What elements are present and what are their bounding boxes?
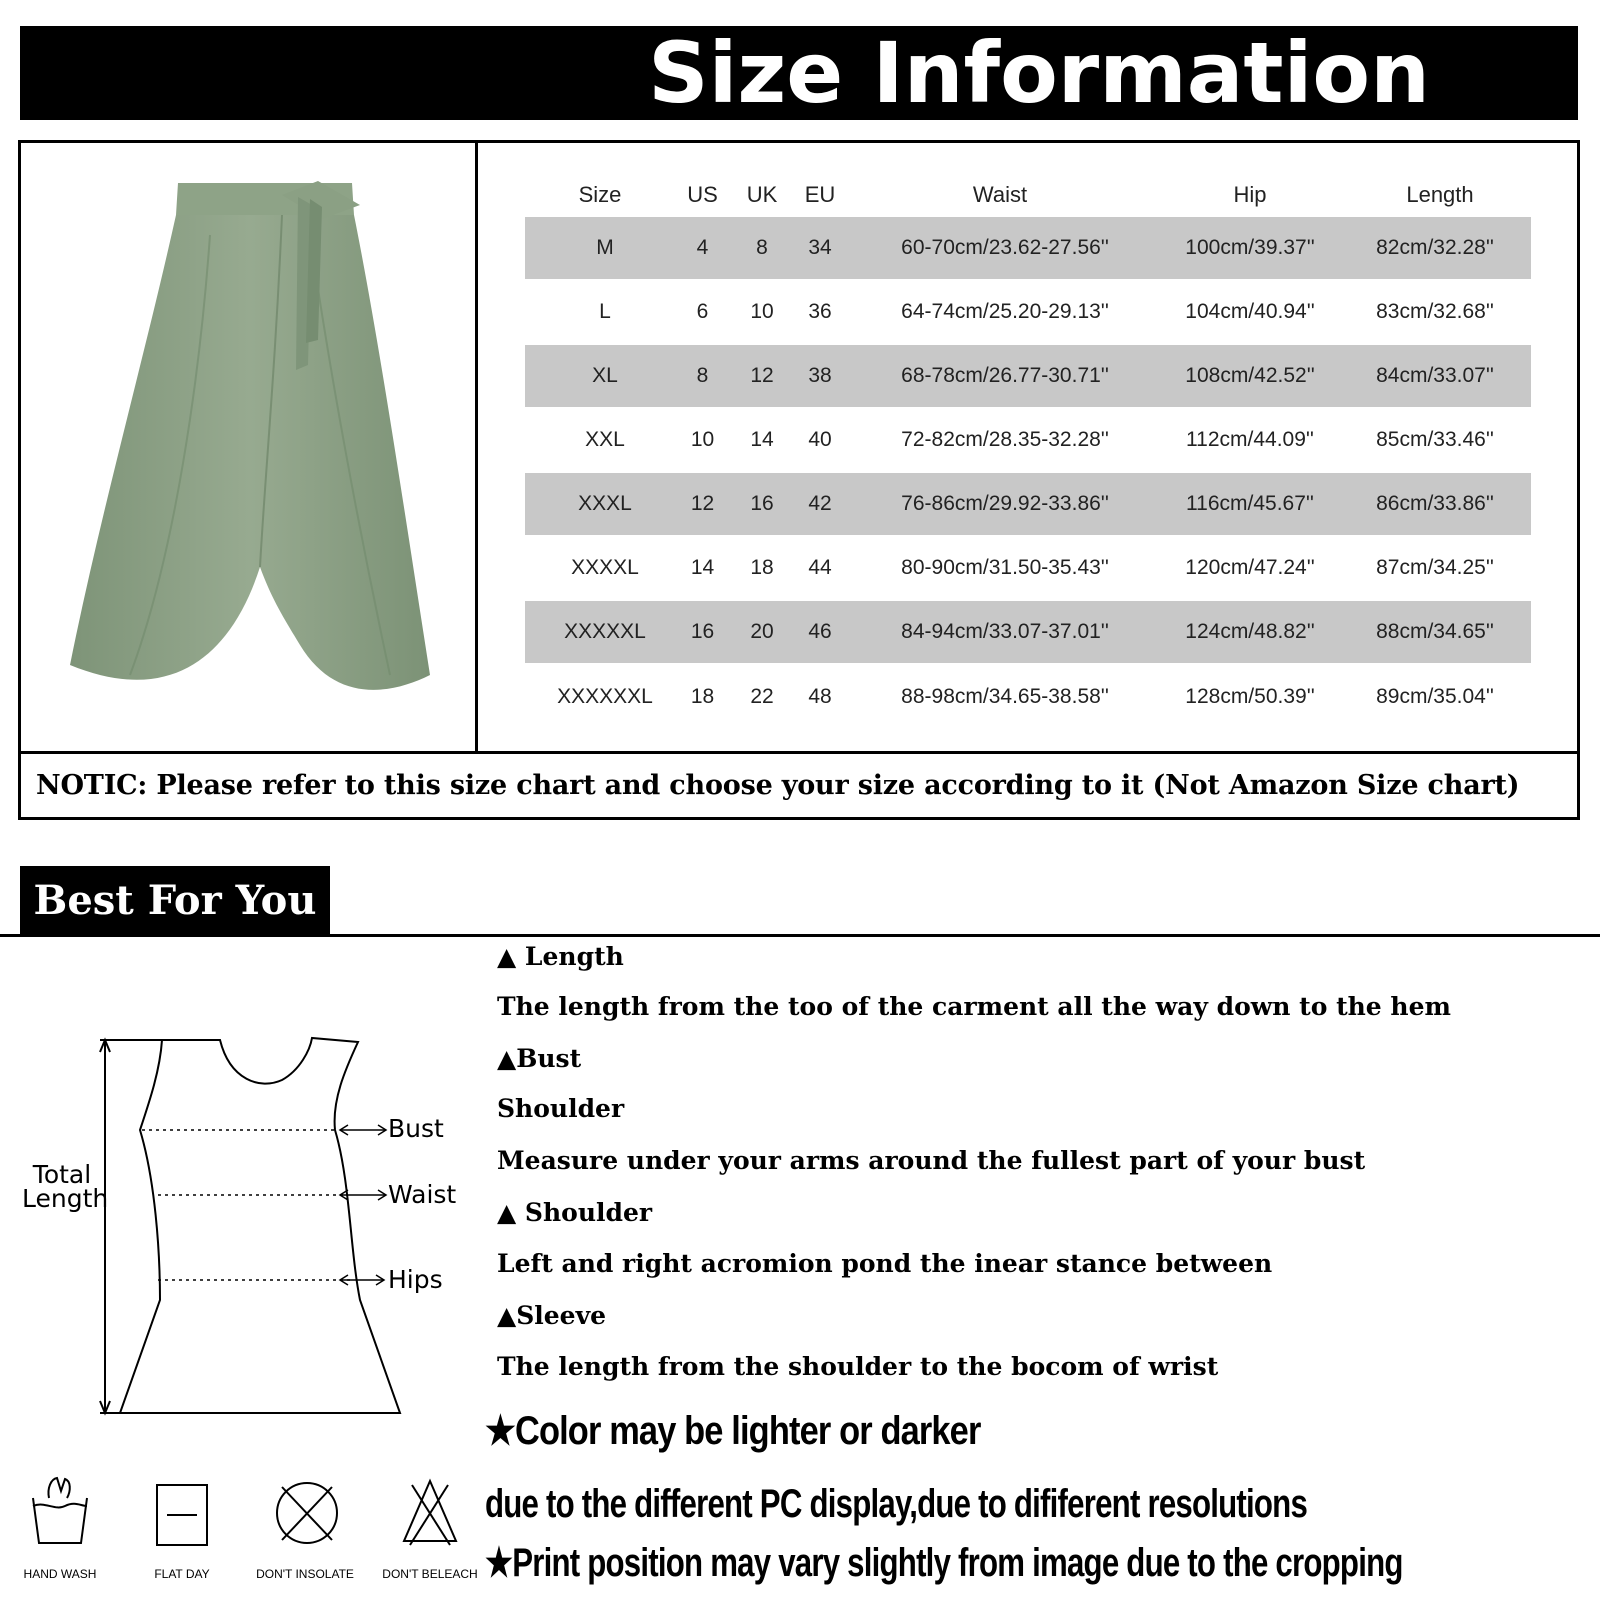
size-cell: M <box>596 236 614 259</box>
us-cell: 12 <box>690 492 715 515</box>
hand-wash-icon <box>25 1473 95 1553</box>
sleeve-description: The length from the shoulder to the bocom of wrist <box>497 1352 1219 1381</box>
waist-label: Waist <box>388 1180 457 1209</box>
uk-cell: 18 <box>750 556 774 579</box>
do-not-tumble-dry-icon <box>272 1475 342 1550</box>
eu-cell: 46 <box>808 620 832 643</box>
skirt-product-image <box>60 175 450 715</box>
size-cell: XXXXXXL <box>557 685 653 708</box>
size-cell: L <box>599 300 611 323</box>
length-cell: 84cm/33.07'' <box>1376 364 1494 387</box>
column-header-hip: Hip <box>1233 182 1267 207</box>
us-cell: 6 <box>696 300 709 323</box>
size-cell: XXXXXL <box>564 620 646 643</box>
color-note: ★Color may be lighter or darker <box>485 1409 981 1453</box>
eu-cell: 40 <box>808 428 832 451</box>
table-row <box>525 409 1531 471</box>
size-notice: NOTIC: Please refer to this size chart and choose your size according to it (Not Amazon Size chart) <box>36 770 1520 801</box>
eu-cell: 34 <box>808 236 832 259</box>
uk-cell: 16 <box>750 492 774 515</box>
uk-cell: 8 <box>756 236 768 259</box>
column-header-waist: Waist <box>972 182 1028 207</box>
hip-cell: 108cm/42.52'' <box>1185 364 1315 387</box>
hip-cell: 100cm/39.37'' <box>1185 236 1315 259</box>
length-cell: 87cm/34.25'' <box>1376 556 1494 579</box>
table-row <box>525 217 1531 279</box>
shoulder-heading: ▲ Shoulder <box>497 1198 653 1227</box>
do-not-bleach-label: DON'T BELEACH <box>382 1567 478 1581</box>
eu-cell: 38 <box>808 364 832 387</box>
table-row <box>525 666 1531 728</box>
hip-cell: 120cm/47.24'' <box>1185 556 1315 579</box>
eu-cell: 42 <box>808 492 832 515</box>
column-header-length: Length <box>1406 182 1474 207</box>
hip-cell: 104cm/40.94'' <box>1185 300 1315 323</box>
hip-cell: 116cm/45.67'' <box>1186 492 1314 515</box>
title-bar <box>20 26 1578 120</box>
size-cell: XXXL <box>578 492 632 515</box>
hip-cell: 128cm/50.39'' <box>1185 685 1315 708</box>
us-cell: 18 <box>690 685 715 708</box>
do-not-bleach-icon <box>398 1475 462 1550</box>
display-note: due to the different PC display,due to dififerent resolutions <box>485 1482 1308 1526</box>
us-cell: 4 <box>696 236 709 259</box>
bust-heading: ▲Bust <box>497 1044 582 1073</box>
us-cell: 8 <box>696 364 709 387</box>
us-cell: 10 <box>690 428 715 451</box>
eu-cell: 44 <box>808 556 832 579</box>
length-cell: 88cm/34.65'' <box>1376 620 1494 643</box>
print-note: ★Print position may vary slightly from image due to the cropping <box>485 1541 1403 1585</box>
sleeve-heading: ▲Sleeve <box>497 1301 607 1330</box>
waist-cell: 60-70cm/23.62-27.56'' <box>901 236 1109 259</box>
length-cell: 82cm/32.28'' <box>1376 236 1494 259</box>
table-row <box>525 601 1531 663</box>
column-header-size: Size <box>578 182 622 207</box>
hip-cell: 124cm/48.82'' <box>1185 620 1315 643</box>
length-cell: 85cm/33.46'' <box>1376 428 1494 451</box>
us-cell: 14 <box>690 556 715 579</box>
panel-divider <box>475 140 478 754</box>
column-header-uk: UK <box>746 182 778 207</box>
us-cell: 16 <box>690 620 715 643</box>
shoulder-description: Left and right acromion pond the inear stance between <box>497 1249 1273 1278</box>
waist-cell: 80-90cm/31.50-35.43'' <box>901 556 1109 579</box>
eu-cell: 36 <box>808 300 832 323</box>
uk-cell: 10 <box>750 300 774 323</box>
total-length-label-line1: Total <box>32 1160 92 1189</box>
hip-cell: 112cm/44.09'' <box>1186 428 1314 451</box>
table-row <box>525 473 1531 535</box>
table-row <box>525 345 1531 407</box>
total-length-label-line2: Length <box>22 1184 109 1213</box>
waist-cell: 64-74cm/25.20-29.13'' <box>901 300 1109 323</box>
uk-cell: 14 <box>750 428 774 451</box>
table-row <box>525 537 1531 599</box>
shoulder-subheading: Shoulder <box>497 1094 625 1123</box>
table-row <box>525 281 1531 343</box>
column-header-us: US <box>687 182 718 207</box>
bust-description: Measure under your arms around the fullest part of your bust <box>497 1146 1366 1175</box>
length-cell: 86cm/33.86'' <box>1376 492 1494 515</box>
waist-cell: 88-98cm/34.65-38.58'' <box>901 685 1109 708</box>
waist-cell: 72-82cm/28.35-32.28'' <box>901 428 1109 451</box>
do-not-insolate-label: DON'T INSOLATE <box>256 1567 354 1581</box>
best-for-you-heading: Best For You <box>33 877 317 924</box>
waist-cell: 76-86cm/29.92-33.86'' <box>901 492 1109 515</box>
length-heading: ▲ Length <box>497 942 624 971</box>
uk-cell: 12 <box>750 364 774 387</box>
waist-cell: 68-78cm/26.77-30.71'' <box>901 364 1109 387</box>
length-description: The length from the too of the carment all the way down to the hem <box>497 992 1451 1021</box>
length-cell: 83cm/32.68'' <box>1376 300 1494 323</box>
hips-label: Hips <box>388 1265 443 1294</box>
hand-wash-label: HAND WASH <box>23 1567 97 1581</box>
flat-dry-icon <box>152 1480 212 1550</box>
total-length-label <box>22 1160 109 1213</box>
eu-cell: 48 <box>808 685 832 708</box>
size-cell: XL <box>592 364 618 387</box>
length-cell: 89cm/35.04'' <box>1376 685 1494 708</box>
size-cell: XXXXL <box>571 556 639 579</box>
section-divider <box>0 934 1600 937</box>
size-cell: XXL <box>585 428 625 451</box>
waist-cell: 84-94cm/33.07-37.01'' <box>901 620 1109 643</box>
garment-measurement-diagram <box>60 1030 470 1430</box>
bust-label: Bust <box>388 1114 444 1143</box>
page-title: Size Information <box>648 24 1430 122</box>
uk-cell: 20 <box>750 620 774 643</box>
flat-dry-label: FLAT DAY <box>154 1567 210 1581</box>
column-header-eu: EU <box>804 182 836 207</box>
uk-cell: 22 <box>750 685 774 708</box>
